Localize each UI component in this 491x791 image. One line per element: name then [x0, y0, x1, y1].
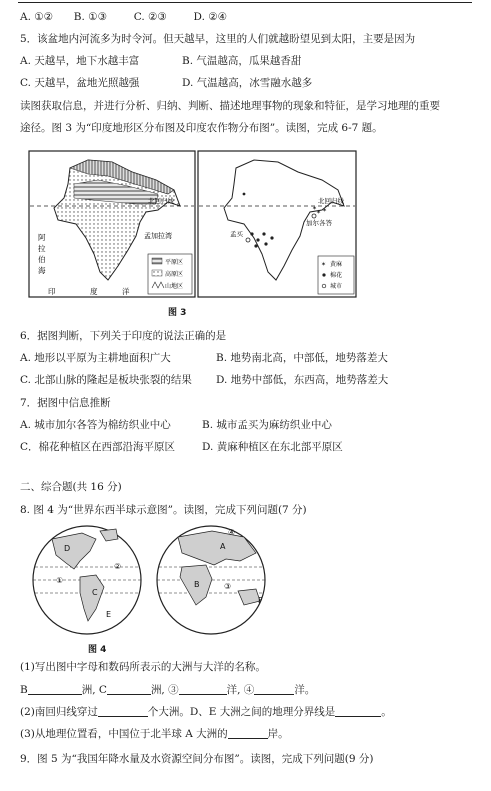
q8-sub1-blanks	[20, 683, 315, 697]
legend-mountain-label: 山地区	[165, 283, 184, 290]
svg-text:✶: ✶	[316, 209, 322, 216]
figure-3-caption: 图 3	[168, 308, 187, 318]
blank-C[interactable]	[107, 683, 151, 695]
q9-stem: 9．图 5 为“我国年降水量及水资源空间分布图”。读图，完成下列问题(9 分)	[20, 753, 374, 765]
label-A: A	[220, 542, 226, 551]
arabian-sea-char-2: 拉	[38, 244, 46, 253]
indian-ocean-char-1: 印	[48, 287, 56, 296]
svg-text:✶: ✶	[322, 207, 328, 214]
q8-sub1: (1)写出图中字母和数码所表示的大洲与大洋的名称。	[20, 661, 266, 673]
figure-4-caption: 图 4	[88, 645, 107, 655]
prev-options	[20, 10, 227, 24]
q8-sub3	[20, 727, 289, 741]
arabian-sea-char-3: 伯	[38, 255, 46, 264]
q5-stem: 5．该盆地内河流多为时令河。但天越早，这里的人们就越盼望见到太阳，主要是因为	[20, 33, 416, 45]
q7-option-c: C．棉花种植区在西部沿海平原区	[20, 441, 176, 453]
q6-option-c: C. 北部山脉的隆起是板块张裂的结果	[20, 374, 192, 386]
arabian-sea-char-4: 海	[38, 266, 46, 275]
label-1: ①	[56, 576, 64, 585]
legend-plateau-swatch	[152, 270, 162, 276]
q5-option-b: B. 气温越高，瓜果越香甜	[182, 55, 302, 67]
blank-boundary[interactable]	[335, 705, 381, 717]
intro-line-2: 途径。图 3 为“印度地形区分布图及印度农作物分布图”。读图，完成 6-7 题。	[20, 122, 383, 134]
tropic-label-right: 北回归线	[318, 197, 344, 205]
q5-option-a: A. 天越旱，地下水越丰富	[20, 55, 140, 67]
label-3: ③	[224, 582, 232, 591]
q8-sub1-zhou2: 洲, ③	[150, 684, 179, 696]
city-mumbai-dot	[246, 238, 250, 242]
legend-plain-label: 平原区	[165, 259, 184, 266]
blank-B[interactable]	[28, 683, 82, 695]
top-rule	[18, 2, 472, 3]
label-D: D	[64, 544, 71, 553]
legend-city-label: 城市	[330, 283, 343, 290]
q6-option-d: D. 地势中部低，东西高，地势落差大	[216, 374, 389, 386]
label-2: ②	[114, 562, 122, 571]
svg-text:✶: ✶	[312, 205, 318, 212]
tropic-label-left: 北回归线	[148, 197, 174, 205]
city-kolkata-label: 加尔各答	[306, 219, 332, 227]
q8-sub2	[20, 705, 392, 719]
option-a: A. ①②	[20, 11, 54, 23]
q8-sub1-zhou1: 洲, C	[81, 684, 107, 696]
blank-4[interactable]	[254, 683, 294, 695]
indian-ocean-char-3: 洋	[122, 287, 130, 296]
q8-sub3-a: (3)从地理位置看，中国位于北半球 A 大洲的	[20, 728, 228, 740]
option-d: D. ②④	[193, 11, 228, 23]
figure-4-hemispheres	[30, 525, 270, 637]
q8-sub3-b: 岸。	[267, 728, 289, 740]
legend-cotton-label: 棉花	[330, 272, 343, 279]
city-mumbai-label: 孟买	[230, 230, 243, 238]
q8-sub2-c: 。	[381, 706, 392, 718]
q8-stem: 8. 图 4 为“世界东西半球示意图”。读图，完成下列问题(7 分)	[20, 504, 307, 516]
blank-3[interactable]	[179, 683, 227, 695]
legend-plateau-label: 高原区	[165, 271, 184, 278]
q8-sub1-yang1: 洋, ④	[226, 684, 255, 696]
city-kolkata-dot	[312, 214, 316, 218]
q5-option-c: C. 天越旱，盆地光照越强	[20, 77, 140, 89]
blank-tropic-count[interactable]	[98, 705, 148, 717]
blank-coast[interactable]	[228, 727, 268, 739]
label-E: E	[106, 610, 112, 619]
q6-stem: 6．据图判断，下列关于印度的说法正确的是	[20, 330, 227, 342]
q6-option-b: B. 地势南北高，中部低，地势落差大	[216, 352, 388, 364]
intro-line-1: 读图获取信息，并进行分析、归纳、判断、描述地理事物的现象和特征，是学习地理的重要	[20, 100, 440, 112]
q8-sub1-yang2: 洋。	[294, 684, 316, 696]
label-B: B	[194, 580, 200, 589]
label-F: F	[258, 596, 263, 605]
q7-option-d: D. 黄麻种植区在东北部平原区	[202, 441, 343, 453]
indian-ocean-char-2: 度	[90, 287, 98, 296]
q6-option-a: A. 地形以平原为主耕地面积广大	[20, 352, 171, 364]
q8-sub1-b: B	[20, 684, 28, 696]
label-C-west: C	[92, 588, 98, 597]
legend-plain-swatch	[152, 258, 162, 264]
bay-of-bengal-label: 孟加拉湾	[144, 232, 172, 240]
q7-stem: 7．据图中信息推断	[20, 397, 111, 409]
arabian-sea-char-1: 阿	[38, 233, 46, 242]
legend-jute-label: 黄麻	[330, 261, 343, 268]
option-b: B. ①③	[73, 11, 107, 23]
label-4: ④	[228, 528, 236, 537]
option-c: C. ②③	[133, 11, 167, 23]
svg-text:✶: ✶	[321, 261, 327, 268]
figure-3-india-maps	[28, 150, 358, 300]
q7-option-a: A. 城市加尔各答为棉纺织业中心	[20, 419, 171, 431]
q8-sub2-a: (2)南回归线穿过	[20, 706, 98, 718]
section-2-heading: 二、综合题(共 16 分)	[20, 481, 122, 493]
q5-option-d: D. 气温越高，冰雪融水越多	[182, 77, 313, 89]
q7-option-b: B. 城市孟买为麻纺织业中心	[202, 419, 332, 431]
q8-sub2-b: 个大洲。D、E 大洲之间的地理分界线是	[147, 706, 336, 718]
